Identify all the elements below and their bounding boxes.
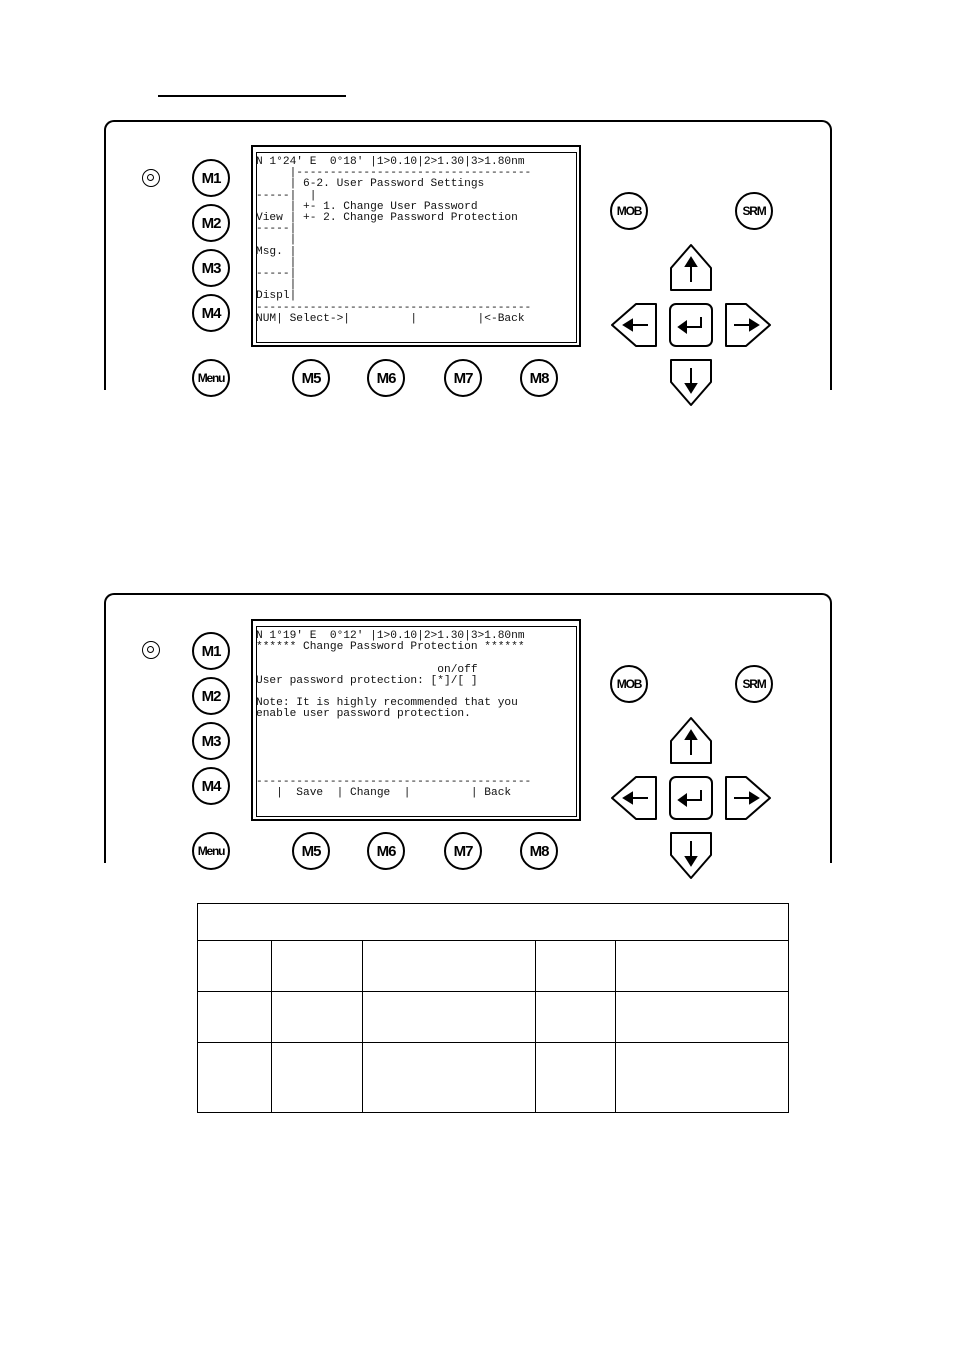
lcd-line: -----| — [256, 268, 297, 281]
lcd-line: | +- 1. Change User Password — [256, 200, 478, 213]
navigation-keypad — [600, 713, 790, 893]
menu-button[interactable]: Menu — [192, 832, 230, 870]
table-cell — [363, 941, 536, 992]
m3-button[interactable]: M3 — [192, 722, 230, 760]
navigation-keypad — [600, 240, 790, 420]
table-row — [198, 1043, 789, 1113]
status-led — [142, 169, 160, 187]
status-led — [142, 641, 160, 659]
table-cell — [198, 992, 272, 1043]
m7-button[interactable]: M7 — [444, 832, 482, 870]
lcd-text — [256, 157, 531, 325]
lcd-line: Displ| — [256, 290, 297, 303]
lcd-line: ****** Change Password Protection ****** — [256, 641, 525, 654]
table-cell — [198, 1043, 272, 1113]
table-cell — [198, 904, 789, 941]
table-cell — [536, 941, 616, 992]
table-header-row — [198, 904, 789, 941]
m6-button[interactable]: M6 — [367, 359, 405, 397]
lcd-line: |----------------------------------- — [256, 167, 532, 180]
lcd-line: | — [256, 256, 297, 269]
table-cell — [536, 1043, 616, 1113]
enter-button[interactable] — [670, 304, 712, 346]
lcd-line: View | +- 2. Change Password Protection — [256, 212, 518, 225]
m5-button[interactable]: M5 — [292, 359, 330, 397]
mob-button[interactable]: MOB — [610, 665, 648, 703]
lcd-text — [256, 631, 531, 799]
menu-button[interactable]: Menu — [192, 359, 230, 397]
table-cell — [363, 992, 536, 1043]
lcd-line: User password protection: [*]/[ ] — [256, 674, 478, 687]
m2-button[interactable]: M2 — [192, 204, 230, 242]
lcd-line: ----------------------------------------- — [256, 775, 532, 788]
m5-button[interactable]: M5 — [292, 832, 330, 870]
button-function-table — [197, 903, 789, 1113]
table-cell — [616, 1043, 789, 1113]
lcd-line: N 1°19' E 0°12' |1>0.10|2>1.30|3>1.80nm — [256, 630, 525, 642]
m7-button[interactable]: M7 — [444, 359, 482, 397]
lcd-screen — [251, 619, 581, 821]
mob-button[interactable]: MOB — [610, 192, 648, 230]
lcd-line: | 6-2. User Password Settings — [256, 178, 485, 191]
m1-button[interactable]: M1 — [192, 159, 230, 197]
lcd-line: enable user password protection. — [256, 708, 471, 721]
table-cell — [363, 1043, 536, 1113]
table-cell — [272, 1043, 363, 1113]
lcd-screen — [251, 145, 581, 347]
m8-button[interactable]: M8 — [520, 359, 558, 397]
lcd-line: | — [256, 234, 297, 247]
table-row — [198, 941, 789, 992]
srm-button[interactable]: SRM — [735, 192, 773, 230]
lcd-line: -----| | — [256, 189, 317, 202]
srm-button[interactable]: SRM — [735, 665, 773, 703]
lcd-line: N 1°24' E 0°18' |1>0.10|2>1.30|3>1.80nm — [256, 156, 525, 168]
m4-button[interactable]: M4 — [192, 767, 230, 805]
table-cell — [272, 941, 363, 992]
enter-button[interactable] — [670, 777, 712, 819]
table-cell — [536, 992, 616, 1043]
lcd-line: on/off — [256, 663, 478, 676]
m1-button[interactable]: M1 — [192, 632, 230, 670]
table-cell — [616, 992, 789, 1043]
lcd-line: -----| — [256, 223, 297, 236]
m2-button[interactable]: M2 — [192, 677, 230, 715]
heading-underline — [158, 95, 346, 97]
lcd-line: Msg. | — [256, 245, 297, 258]
m3-button[interactable]: M3 — [192, 249, 230, 287]
m4-button[interactable]: M4 — [192, 294, 230, 332]
lcd-line: Note: It is highly recommended that you — [256, 697, 518, 710]
table-cell — [198, 941, 272, 992]
lcd-line: ----------------------------------------- — [256, 301, 532, 314]
lcd-line: | — [256, 279, 297, 292]
m6-button[interactable]: M6 — [367, 832, 405, 870]
lcd-line: NUM| Select->| | |<-Back — [256, 312, 525, 325]
table-cell — [616, 941, 789, 992]
lcd-line: | Save | Change | | Back — [256, 786, 512, 799]
table-row — [198, 992, 789, 1043]
m8-button[interactable]: M8 — [520, 832, 558, 870]
table-cell — [272, 992, 363, 1043]
